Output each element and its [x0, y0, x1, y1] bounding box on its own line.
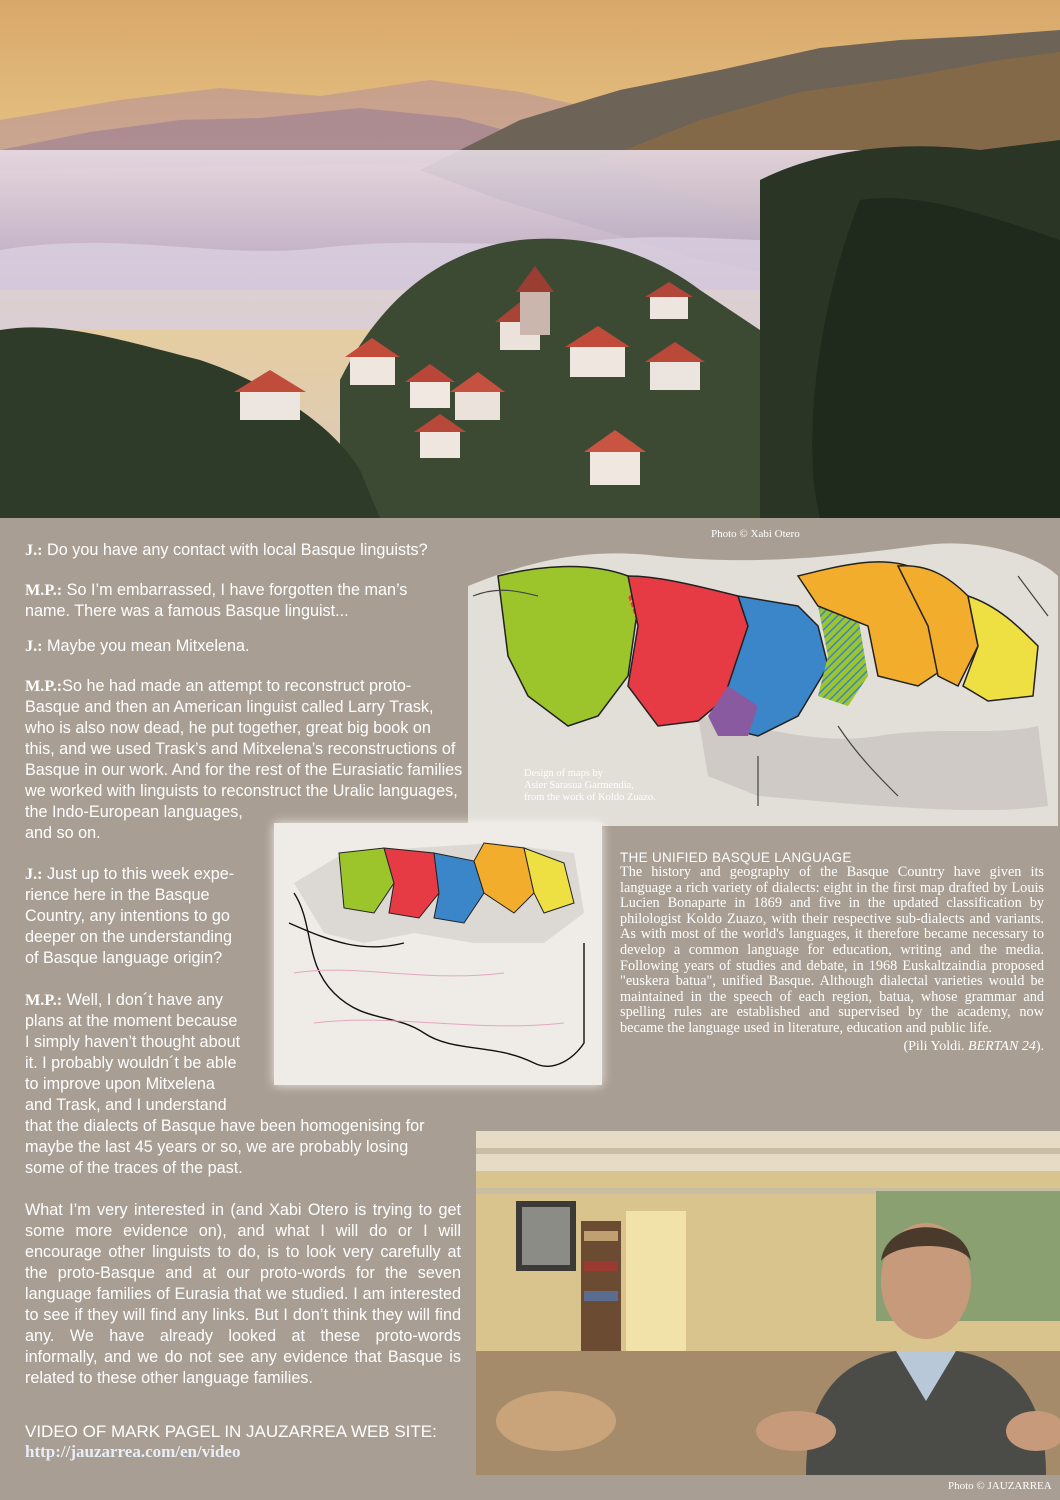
answer-line: So he had made an attempt to reconstruct proto-	[62, 677, 412, 695]
question-line: rience here in the Basque	[25, 886, 210, 904]
question-line: Country, any intentions to go	[25, 907, 230, 925]
answer-line: who is also now dead, he put together, great big book on	[25, 719, 431, 737]
answer-line: some of the traces of the past.	[25, 1159, 243, 1177]
answer-line: plans at the moment because	[25, 1012, 238, 1030]
question-text: Maybe you mean Mitxelena.	[47, 637, 250, 655]
map-credit-line2: Asier Sarasua Garmendia,	[524, 780, 634, 791]
question-3	[25, 864, 265, 969]
speaker-label: J.:	[25, 865, 43, 883]
answer-3	[25, 990, 465, 1179]
question-line: deeper on the understanding	[25, 928, 233, 946]
question-line: Just up to this week expe-	[47, 865, 235, 883]
answer-line: Well, I don´t have any	[66, 991, 223, 1009]
speaker-label: M.P.:	[25, 991, 63, 1009]
hero-photo-credit: Photo © Xabi Otero	[711, 528, 800, 540]
video-photo-credit: Photo © JAUZARREA	[948, 1480, 1052, 1492]
answer-line: to improve upon Mitxelena	[25, 1075, 215, 1093]
sidebar-source	[620, 1039, 1044, 1055]
mark-pagel-portrait	[476, 1131, 1060, 1475]
video-link[interactable]: http://jauzarrea.com/en/video	[25, 1442, 241, 1461]
answer-line: this, and we used Trask’s and Mitxelena’s reconstructions of	[25, 740, 456, 758]
answer-line: and Trask, and I understand	[25, 1096, 227, 1114]
final-paragraph-text: What I’m very interested in (and Xabi Otero is trying to get some more evidence on), and what I will do or I will encourage other linguists to do, is to look very carefully at the proto-Basque and at our proto-words for the seven language families of Eurasia that we studied. I am interested to see if they will find any links. But I don’t think they will find any. We have already looked at these proto-words informally, and we do not see any evidence that Basque is related to these other language families.	[25, 1201, 461, 1387]
answer-line: that the dialects of Basque have been homogenising for	[25, 1117, 425, 1135]
answer-line: Basque in our work. And for the rest of the Eurasiatic families	[25, 761, 463, 779]
sidebar-source-suffix: ).	[1035, 1038, 1044, 1054]
answer-line: and so on.	[25, 824, 101, 842]
answer-line: we worked with linguists to reconstruct the Uralic languages,	[25, 782, 458, 800]
sidebar-unified-basque	[620, 850, 1044, 1055]
interview-video-still	[476, 1131, 1060, 1475]
answer-2	[25, 676, 495, 844]
answer-1	[25, 580, 450, 622]
video-heading: VIDEO OF MARK PAGEL IN JAUZARREA WEB SITE:	[25, 1422, 437, 1441]
interview-column	[25, 540, 465, 561]
misty-valley-illustration	[0, 0, 1060, 518]
answer-line: maybe the last 45 years or so, we are probably losing	[25, 1138, 409, 1156]
dialect-map-large	[458, 536, 1058, 826]
speaker-label: M.P.:	[25, 677, 63, 695]
speaker-label: M.P.:	[25, 581, 63, 599]
hero-photo	[0, 0, 1060, 518]
map-credit-line3: from the work of Koldo Zuazo.	[524, 792, 656, 803]
final-paragraph	[25, 1200, 461, 1389]
question-text: Do you have any contact with local Basque linguists?	[47, 541, 428, 559]
sidebar-source-title: BERTAN 24	[968, 1038, 1036, 1054]
speaker-label: J.:	[25, 637, 43, 655]
answer-line: I simply haven’t thought about	[25, 1033, 241, 1051]
map-credit	[524, 768, 656, 804]
sidebar-body: The history and geography of the Basque Country have given its language a rich variety of dialects: eight in the first map drafted by Louis Lucien Bonaparte in 1869 and five in the updated classification by philologist Koldo Zuazo, with their respective sub-dialects and variants. As with most of the world's languages, it therefore became necessary to develop a common language for education, writing and the media. Following years of studies and debate, in 1968 Euskaltzaindia proposed "euskera batua", unified Basque. Although dialectal varieties would be maintained in the speech of each region, batua, whose grammar and spelling rules are established and supervised by the academy, now became the language used in literature, education and public life.	[620, 864, 1044, 1036]
map-credit-line1: Design of maps by	[524, 768, 604, 779]
question-1	[25, 540, 465, 561]
answer-line: Basque and then an American linguist called Larry Trask,	[25, 698, 434, 716]
question-2	[25, 636, 450, 657]
sidebar-title: THE UNIFIED BASQUE LANGUAGE	[620, 850, 852, 865]
speaker-label: J.:	[25, 541, 43, 559]
video-footer	[25, 1422, 475, 1462]
question-line: of Basque language origin?	[25, 949, 223, 967]
answer-text: So I’m embarrassed, I have forgotten the man’s name. There was a famous Basque linguist...	[25, 581, 408, 620]
answer-line: the Indo-European languages,	[25, 803, 243, 821]
sidebar-source-prefix: (Pili Yoldi.	[903, 1038, 969, 1054]
answer-line: it. I probably wouldn´t be able	[25, 1054, 237, 1072]
